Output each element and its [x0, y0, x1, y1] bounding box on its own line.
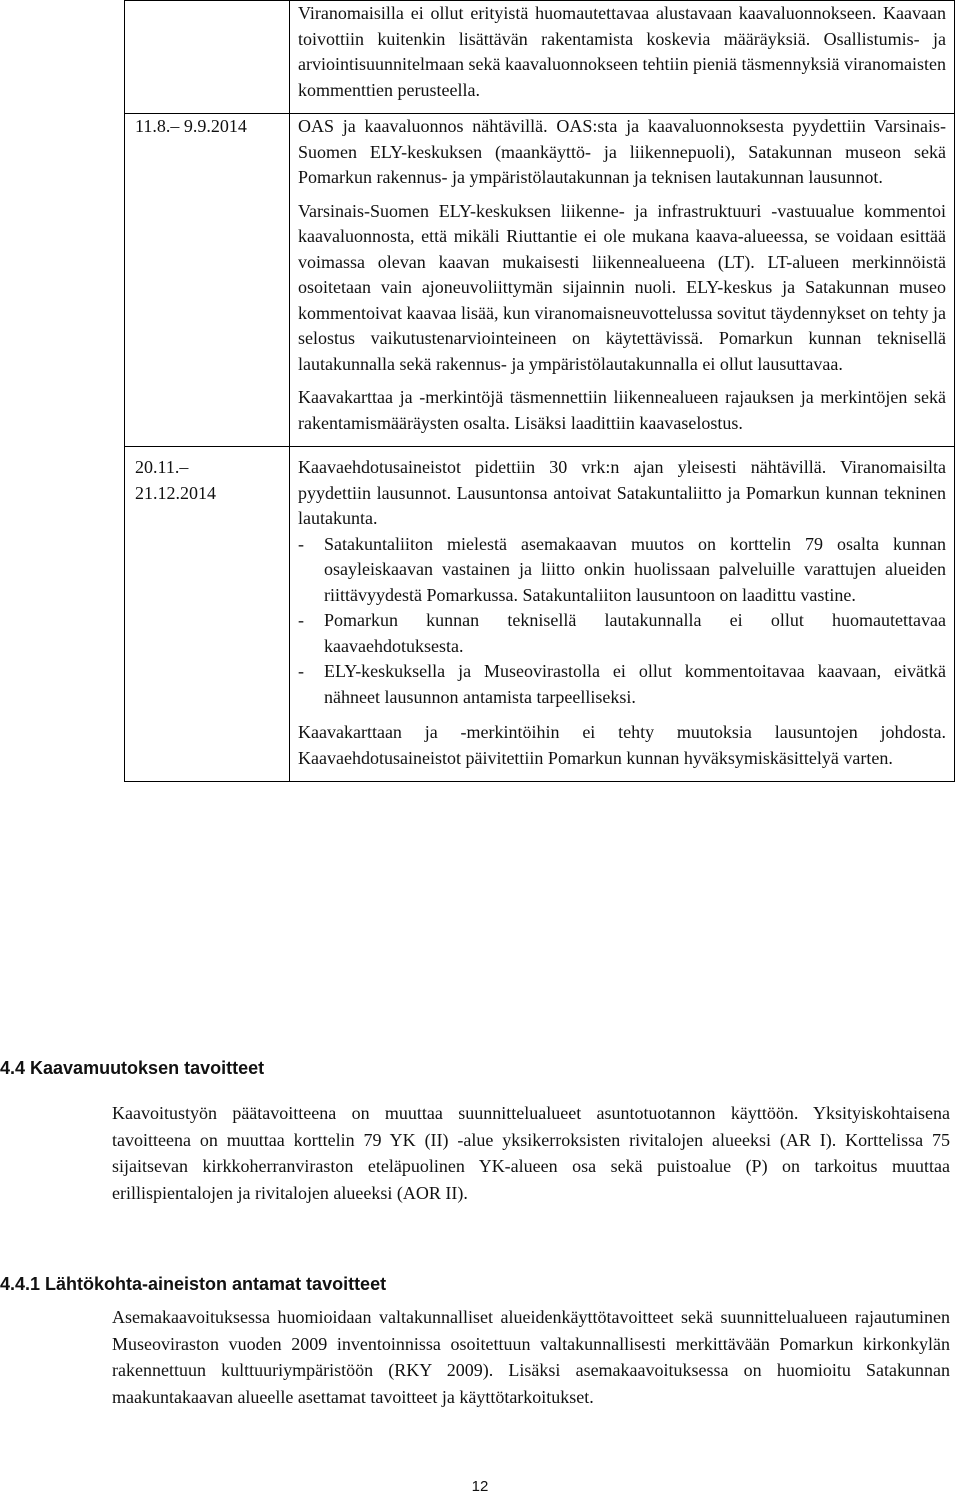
list-item — [298, 608, 946, 659]
date-cell — [125, 1, 290, 114]
table-row — [125, 1, 955, 114]
date-line: 20.11.– — [135, 457, 189, 477]
paragraph: Kaavaehdotusaineistot pidettiin 30 vrk:n ajan yleisesti nähtävillä. Viranomaisilta pyydettiin lausunnot. Lausuntonsa antoivat Satakuntaliitto ja Pomarkun kunnan tekninen lautakunta. — [298, 457, 946, 528]
description-cell — [290, 447, 955, 782]
subsection-heading: 4.4.1 Lähtökohta-aineiston antamat tavoitteet — [0, 1274, 387, 1294]
table-row — [125, 114, 955, 447]
description-cell — [290, 1, 955, 114]
planning-process-table — [124, 0, 955, 782]
list-item — [298, 532, 946, 609]
date-line: 21.12.2014 — [135, 482, 216, 503]
table-row — [125, 447, 955, 782]
description-cell — [290, 114, 955, 447]
date-cell: 11.8.– 9.9.2014 — [125, 114, 290, 447]
dash-bullet: - — [298, 661, 304, 681]
paragraph: Kaavakarttaan ja -merkintöihin ei tehty muutoksia lausuntojen johdosta. Kaavaehdotusaineistot päivitettiin Pomarkun kunnan hyväksymiskäsittelyä varten. — [298, 722, 946, 768]
list-item — [298, 659, 946, 710]
list-item-text: Pomarkun kunnan teknisellä lautakunnalla ei ollut huomautettavaa kaavaehdotuksesta. — [324, 610, 946, 656]
paragraph: OAS ja kaavaluonnos nähtävillä. OAS:sta ja kaavaluonnoksesta pyydettiin Varsinais-Suomen ELY-keskuksen (maankäyttö- ja liikennepuoli), Satakunnan museon sekä Pomarkun rakennus- ja ympäristölautakunnan ja teknisen lautakunnan lausunnot. — [298, 116, 946, 187]
paragraph: Kaavakarttaa ja -merkintöjä täsmennettiin liikennealueen rajauksen ja merkintöjen sekä rakentamismääräysten osalta. Lisäksi laadittiin kaavaselostus. — [298, 387, 946, 433]
section-heading: 4.4 Kaavamuutoksen tavoitteet — [0, 1058, 265, 1078]
dash-bullet: - — [298, 533, 304, 554]
paragraph: Viranomaisilla ei ollut erityistä huomautettavaa alustavaan kaavaluonnokseen. Kaavaan toivottiin kuitenkin lisättävän rakentamista koskevia määräyksiä. Osallistumis- ja arviointisuunnitelmaan sekä kaavaluonnokseen tehtiin pieniä täsmennyksiä viranomaisten kommenttien perusteella. — [298, 3, 946, 100]
section-body: Kaavoitustyön päätavoitteena on muuttaa suunnittelualueet asuntotuotannon käyttöön. Yksityiskohtaisena tavoitteena on muuttaa korttelin 79 YK (II) -alue yksikerroksisten rivitalojen alueeksi (AR I). Korttelissa 75 sijaitsevan kirkkoherranviraston eteläpuolinen YK-alueen osa sekä puistoalue (P) on tarkoitus muuttaa erillispientalojen ja rivitalojen alueeksi (AOR II). — [112, 1103, 950, 1203]
subsection-body: Asemakaavoituksessa huomioidaan valtakunnalliset alueidenkäyttötavoitteet sekä suunnittelualueen rajautuminen Museoviraston vuoden 2009 inventoinnissa osoitettuun valtakunnallisesti merkittävään Pomarkun kirkonkylän rakennettuun kulttuuriympäristöön (RKY 2009). Lisäksi asemakaavoituksessa on huomioitu Satakunnan maakuntakaavan alueelle asettamat tavoitteet ja käyttötarkoitukset. — [112, 1307, 950, 1407]
paragraph: Varsinais-Suomen ELY-keskuksen liikenne- ja infrastruktuuri -vastuualue kommentoi kaavaluonnosta, että mikäli Riuttantie ei ole mukana kaava-alueessa, se voidaan esittää voimassa olevan kaavan mukaisesti liikennealueena (LT). LT-alueen merkinnöistä osoitetaan vain ajoneuvoliittymän sijainnin nuoli. ELY-keskus ja Satakunnan museo kommentoivat kaavaa lisää, kun viranomaisneuvottelussa sovitut täydennykset on tehty ja selostus vaikutustenarviointeineen on käytettävissä. Pomarkun kunnan teknisellä lautakunnalla sekä rakennus- ja ympäristölautakunnalla ei ollut lausuttavaa. — [298, 200, 946, 374]
page-number: 12 — [471, 1478, 489, 1495]
list-item-text: ELY-keskuksella ja Museovirastolla ei ollut kommentoitavaa kaavaan, eivätkä nähneet lausunnon antamista tarpeelliseksi. — [324, 661, 946, 707]
dash-bullet: - — [298, 610, 304, 630]
date-cell — [125, 447, 290, 782]
list-item-text: Satakuntaliiton mielestä asemakaavan muutos on korttelin 79 osalta kunnan osayleiskaavan vastainen ja liitto onkin huolissaan palveluille varattujen alueiden riittävyydestä Pomarkussa. Satakuntaliiton lausuntoon on laadittu vastine. — [324, 533, 946, 605]
